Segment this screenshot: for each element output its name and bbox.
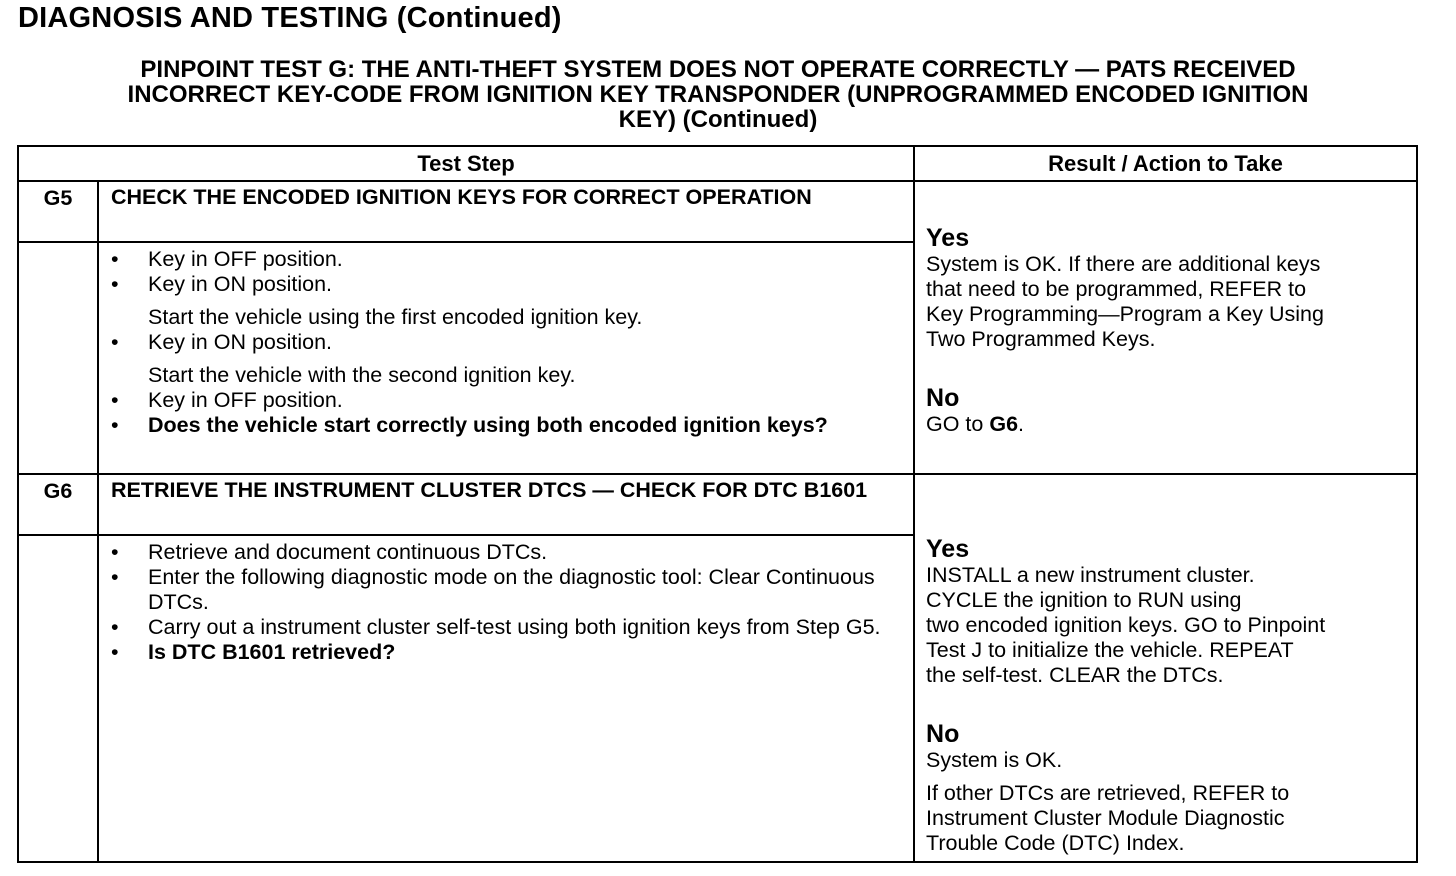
instruction-note: Start the vehicle with the second ignition key. — [148, 363, 576, 387]
instruction-text: Retrieve and document continuous DTCs. — [148, 540, 548, 564]
instruction-bullet — [111, 247, 899, 272]
instruction-text: Key in ON position. — [148, 330, 333, 354]
pinpoint-test-title-line: INCORRECT KEY-CODE FROM IGNITION KEY TRANSPONDER (UNPROGRAMMED ENCODED IGNITION — [127, 81, 1309, 108]
page-title: DIAGNOSIS AND TESTING (Continued) — [18, 2, 562, 34]
instruction-question: Does the vehicle start correctly using both encoded ignition keys? — [148, 413, 828, 437]
bullet-marker: • — [111, 565, 119, 589]
result-header: Result / Action to Take — [914, 146, 1417, 181]
step-heading-row — [18, 181, 1417, 242]
pinpoint-test-title-line: PINPOINT TEST G: THE ANTI-THEFT SYSTEM DOES NOT OPERATE CORRECTLY — PATS RECEIVED — [140, 56, 1296, 83]
instruction-bullet — [111, 640, 899, 665]
no-action — [926, 412, 1406, 437]
no-label: No — [926, 384, 960, 412]
instruction-question: Is DTC B1601 retrieved? — [148, 640, 396, 664]
yes-action: System is OK. If there are additional keys that need to be programmed, REFER to Key Programming—Program a Key Using Two Programmed Keys. — [926, 252, 1324, 351]
bullet-marker: • — [111, 272, 119, 296]
step-id: G6 — [18, 474, 98, 535]
instruction-text: Key in ON position. — [148, 272, 333, 296]
step-heading-row — [18, 474, 1417, 535]
pinpoint-test-title-line: KEY) (Continued) — [618, 106, 818, 133]
bullet-marker: • — [111, 615, 119, 639]
instruction-text: Key in OFF position. — [148, 247, 343, 271]
step-instructions — [98, 535, 914, 862]
instruction-bullet — [111, 272, 899, 297]
pinpoint-test-table — [17, 145, 1418, 863]
no-action-text: GO to — [926, 412, 990, 436]
no-action: System is OK. — [926, 748, 1063, 772]
pinpoint-test-title — [16, 57, 1420, 132]
step-result — [914, 181, 1417, 474]
instruction-note: Start the vehicle using the first encoded ignition key. — [148, 305, 643, 329]
step-result — [914, 474, 1417, 862]
instruction-bullet — [111, 540, 899, 565]
bullet-marker: • — [111, 413, 119, 437]
yes-label: Yes — [926, 224, 970, 252]
no-action-note: If other DTCs are retrieved, REFER to Instrument Cluster Module Diagnostic Trouble Code (DTC) Index. — [926, 781, 1290, 855]
instruction-bullet — [111, 330, 899, 355]
step-reference: G6 — [989, 412, 1019, 436]
step-heading: RETRIEVE THE INSTRUMENT CLUSTER DTCS — CHECK FOR DTC B1601 — [98, 474, 914, 535]
step-id-blank — [18, 535, 98, 862]
instruction-text: Carry out a instrument cluster self-test using both ignition keys from Step G5. — [148, 615, 881, 639]
instruction-bullet — [111, 565, 899, 615]
instruction-text: Key in OFF position. — [148, 388, 343, 412]
test-step-header: Test Step — [18, 146, 914, 181]
instruction-text: Enter the following diagnostic mode on the diagnostic tool: Clear Continuous DTCs. — [148, 565, 875, 614]
table-header-row — [18, 146, 1417, 181]
instruction-bullet — [111, 388, 899, 413]
no-action-text: . — [1018, 412, 1025, 436]
bullet-marker: • — [111, 640, 119, 664]
yes-action: INSTALL a new instrument cluster. CYCLE the ignition to RUN using two encoded ignition keys. GO to Pinpoint Test J to initialize the vehicle. REPEAT the self-test. CLEAR the DTCs. — [926, 563, 1326, 687]
step-id: G5 — [18, 181, 98, 242]
bullet-marker: • — [111, 247, 119, 271]
bullet-marker: • — [111, 540, 119, 564]
step-instructions — [98, 242, 914, 474]
yes-label: Yes — [926, 535, 970, 563]
step-heading: CHECK THE ENCODED IGNITION KEYS FOR CORRECT OPERATION — [98, 181, 914, 242]
bullet-marker: • — [111, 330, 119, 354]
instruction-bullet — [111, 615, 899, 640]
no-label: No — [926, 720, 960, 748]
bullet-marker: • — [111, 388, 119, 412]
instruction-bullet — [111, 413, 899, 438]
step-id-blank — [18, 242, 98, 474]
